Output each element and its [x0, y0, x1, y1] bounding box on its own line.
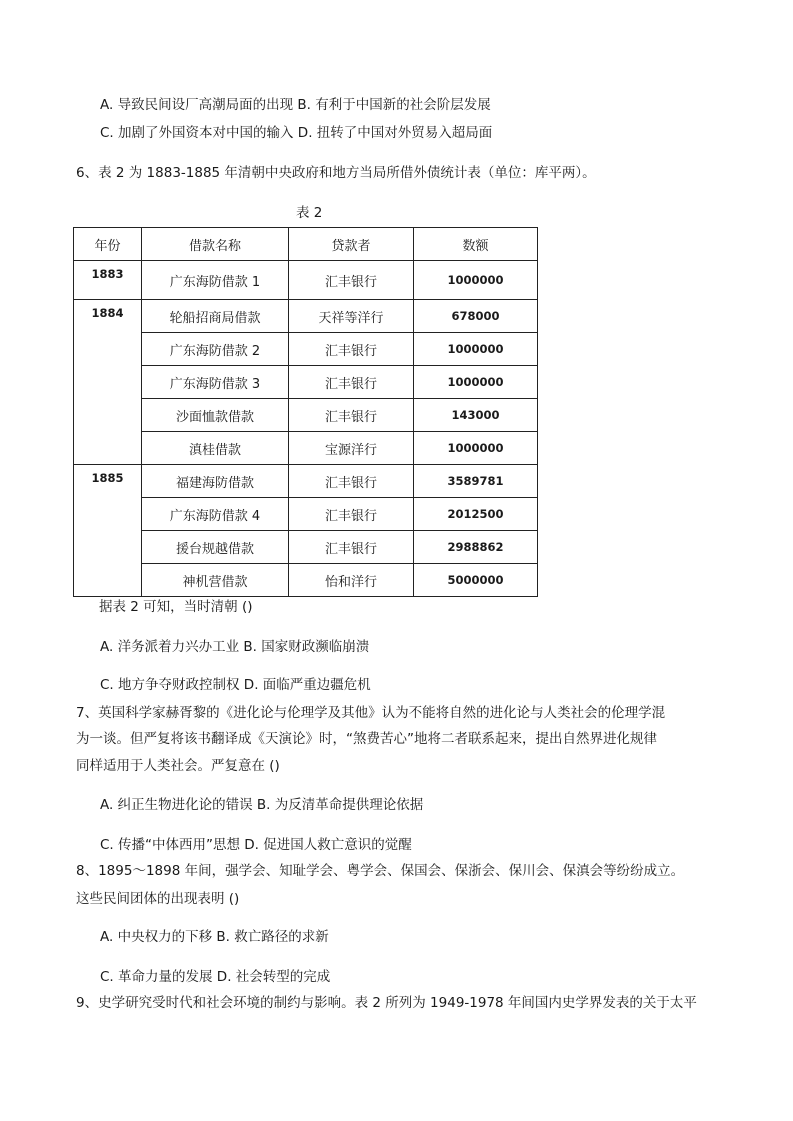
q7-option-ab: A. 纠正生物进化论的错误 B. 为反清革命提供理论依据 — [100, 797, 424, 813]
q7-stem-line3: 同样适用于人类社会。严复意在 () — [76, 758, 280, 774]
q6-stem: 6、表 2 为 1883-1885 年清朝中央政府和地方当局所借外债统计表（单位：库平两）。 — [76, 165, 596, 181]
lender-cell: 汇丰银行 — [289, 366, 414, 399]
amount-cell: 3589781 — [414, 465, 538, 498]
table-row — [74, 399, 538, 432]
q7-stem-line1: 7、英国科学家赫胥黎的《进化论与伦理学及其他》认为不能将自然的进化论与人类社会的伦理学混 — [76, 705, 666, 721]
loan-name-cell: 沙面恤款借款 — [142, 399, 289, 432]
loan-name-cell: 广东海防借款 4 — [142, 498, 289, 531]
table-row — [74, 333, 538, 366]
year-cell: 1884 — [74, 300, 142, 465]
amount-cell: 1000000 — [414, 333, 538, 366]
lender-cell: 天祥等洋行 — [289, 300, 414, 333]
q6-option-ab: A. 洋务派着力兴办工业 B. 国家财政濒临崩溃 — [100, 639, 370, 655]
amount-cell: 1000000 — [414, 366, 538, 399]
header-year: 年份 — [74, 228, 142, 261]
table-row — [74, 432, 538, 465]
loan-name-cell: 援台规越借款 — [142, 531, 289, 564]
table-row — [74, 261, 538, 300]
amount-cell: 2988862 — [414, 531, 538, 564]
year-cell: 1885 — [74, 465, 142, 597]
lender-cell: 宝源洋行 — [289, 432, 414, 465]
header-loan-name: 借款名称 — [142, 228, 289, 261]
q7-option-cd: C. 传播“中体西用”思想 D. 促进国人救亡意识的觉醒 — [100, 837, 412, 853]
table-row — [74, 366, 538, 399]
table-row — [74, 564, 538, 597]
lender-cell: 汇丰银行 — [289, 261, 414, 300]
amount-cell: 1000000 — [414, 432, 538, 465]
q6-question: 据表 2 可知，当时清朝 () — [99, 599, 253, 615]
q7-stem-line2: 为一谈。但严复将该书翻译成《天演论》时，“煞费苦心”地将二者联系起来，提出自然界进化规律 — [76, 731, 657, 747]
amount-cell: 143000 — [414, 399, 538, 432]
amount-cell: 678000 — [414, 300, 538, 333]
loan-table — [73, 227, 538, 597]
amount-cell: 5000000 — [414, 564, 538, 597]
loan-name-cell: 福建海防借款 — [142, 465, 289, 498]
year-cell: 1883 — [74, 261, 142, 300]
loan-name-cell: 广东海防借款 2 — [142, 333, 289, 366]
lender-cell: 汇丰银行 — [289, 531, 414, 564]
lender-cell: 汇丰银行 — [289, 333, 414, 366]
table-row — [74, 498, 538, 531]
loan-name-cell: 滇桂借款 — [142, 432, 289, 465]
loan-name-cell: 广东海防借款 1 — [142, 261, 289, 300]
table-title: 表 2 — [296, 205, 323, 221]
q8-option-ab: A. 中央权力的下移 B. 救亡路径的求新 — [100, 929, 329, 945]
lender-cell: 汇丰银行 — [289, 498, 414, 531]
lender-cell: 汇丰银行 — [289, 399, 414, 432]
q9-stem-line1: 9、史学研究受时代和社会环境的制约与影响。表 2 所列为 1949-1978 年间国内史学界发表的关于太平 — [76, 995, 697, 1011]
header-amount: 数额 — [414, 228, 538, 261]
table-row — [74, 465, 538, 498]
loan-name-cell: 神机营借款 — [142, 564, 289, 597]
q5-option-cd: C. 加剧了外国资本对中国的输入 D. 扭转了中国对外贸易入超局面 — [100, 125, 493, 141]
q8-stem-line2: 这些民间团体的出现表明 () — [76, 891, 240, 907]
q6-option-cd: C. 地方争夺财政控制权 D. 面临严重边疆危机 — [100, 677, 371, 693]
q8-stem-line1: 8、1895～1898 年间，强学会、知耻学会、粤学会、保国会、保浙会、保川会、保滇会等纷纷成立。 — [76, 863, 685, 879]
q5-option-ab: A. 导致民间设厂高潮局面的出现 B. 有利于中国新的社会阶层发展 — [100, 97, 491, 113]
lender-cell: 汇丰银行 — [289, 465, 414, 498]
header-lender: 贷款者 — [289, 228, 414, 261]
table-row — [74, 531, 538, 564]
table-header-row — [74, 228, 538, 261]
amount-cell: 1000000 — [414, 261, 538, 300]
lender-cell: 怡和洋行 — [289, 564, 414, 597]
loan-name-cell: 轮船招商局借款 — [142, 300, 289, 333]
loan-name-cell: 广东海防借款 3 — [142, 366, 289, 399]
table-row — [74, 300, 538, 333]
q8-option-cd: C. 革命力量的发展 D. 社会转型的完成 — [100, 969, 331, 985]
amount-cell: 2012500 — [414, 498, 538, 531]
